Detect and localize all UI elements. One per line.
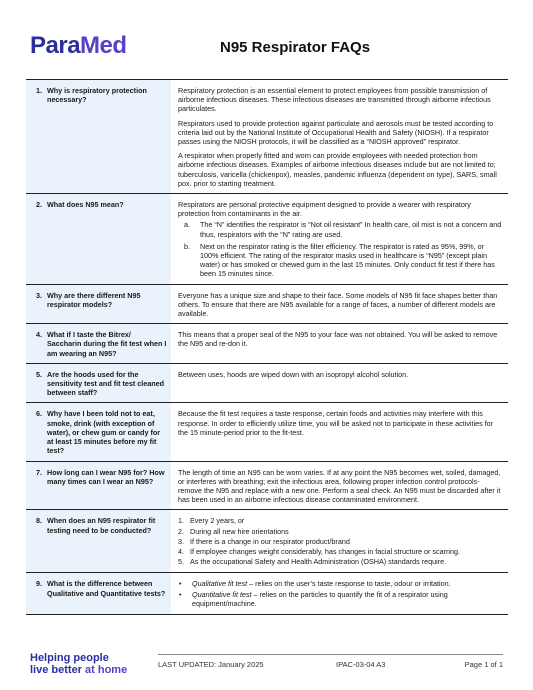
list-number: 2. [178, 526, 184, 536]
page-number: Page 1 of 1 [464, 660, 503, 669]
faq-row [26, 510, 508, 573]
answer-paragraph: The length of time an N95 can be worn varies. If at any point the N95 becomes wet, soiled, damaged, or interferes with breathing; exit the infectious area, following proper infection control protocols- remove the N95 and replace with a new one. Perform a seal check. An N95 must be discarded after it has been used in an airborne infectious disease contaminated environment. [178, 467, 501, 505]
list-item-text: As the occupational Safety and Health Administration (OSHA) standards require. [190, 557, 447, 567]
sub-item-label: a. [184, 220, 190, 230]
faq-question-cell [26, 363, 171, 403]
faq-answer-cell [171, 573, 508, 615]
answer-paragraph: This means that a proper seal of the N95 to your face was not obtained. You will be asked to remove the N95 and re-don it. [178, 330, 498, 349]
faq-question: When does an N95 respirator fit testing need to be conducted? [47, 516, 156, 535]
faq-question: Are the hoods used for the sensitivity test and fit test cleaned between staff? [47, 369, 165, 398]
faq-row [26, 80, 508, 194]
faq-number: 8. [36, 516, 42, 526]
faq-row [26, 403, 508, 461]
faq-question-cell [26, 284, 171, 324]
faq-question: Why have I been told not to eat, smoke, drink (with exception of water), or chew gum or candy for at least 15 minutes before my fit test? [47, 409, 161, 456]
faq-number: 5. [36, 369, 42, 379]
answer-paragraph: Respirators are personal protective equipment designed to provide a wearer with respiratory protection from contaminants in the air. [178, 200, 471, 219]
faq-row [26, 194, 508, 285]
page-footer [30, 652, 503, 682]
list-item [178, 547, 504, 556]
page-header [30, 30, 503, 70]
faq-number: 2. [36, 200, 42, 210]
answer-paragraph: Between uses, hoods are wiped down with an isopropyl alcohol solution. [178, 369, 409, 379]
footer-divider [158, 654, 503, 655]
bullet-icon: • [179, 579, 182, 589]
faq-row [26, 284, 508, 324]
list-item [178, 516, 504, 525]
faq-question: Why is respiratory protection necessary? [47, 86, 147, 105]
faq-number: 9. [36, 579, 42, 589]
tagline-line-2 [30, 664, 127, 676]
faq-question: Why are there different N95 respirator models? [47, 290, 141, 309]
faq-table [26, 79, 508, 615]
logo-text-med: Med [80, 32, 127, 59]
answer-paragraph: Because the fit test requires a taste response, certain foods and activities may interfere with this response. In order to efficiently utilize time, you will be asked not to participate in these activities for the 15 minute-period prior to the fit-test. [178, 409, 494, 437]
tagline-line-1: Helping people [30, 652, 109, 664]
bullet-text: – relies on the user’s taste response to taste, odour or irritation. [247, 579, 451, 589]
bullet-list [178, 579, 504, 608]
list-item [178, 527, 504, 536]
list-item-text: During all new hire orientations [190, 526, 289, 536]
list-item-text: Every 2 years, or [190, 516, 245, 526]
faq-answer-cell [171, 324, 508, 364]
faq-question-cell [26, 403, 171, 461]
list-item [178, 557, 504, 566]
faq-question-cell [26, 324, 171, 364]
faq-number: 6. [36, 409, 42, 419]
tagline-text: live better [30, 664, 82, 676]
faq-question: What if I taste the Bitrex/ Saccharin during the fit test when I am wearing an N95? [47, 330, 167, 358]
footer-tagline [30, 652, 127, 676]
faq-answer-cell [171, 403, 508, 461]
faq-answer-cell [171, 461, 508, 510]
answer-sub-item [184, 242, 504, 279]
logo-text-para: Para [30, 32, 81, 59]
faq-number: 7. [36, 467, 42, 477]
last-updated: LAST UPDATED: January 2025 [158, 660, 264, 669]
list-item-text: If employee changes weight considerably, has changes in facial structure or scarring. [190, 546, 460, 556]
faq-number: 3. [36, 290, 42, 300]
list-number: 5. [178, 557, 184, 567]
bullet-term: Qualitative fit test [192, 579, 248, 589]
paramed-logo [30, 32, 127, 60]
bullet-term: Quantitative fit test [192, 589, 252, 599]
faq-answer-cell [171, 80, 508, 194]
faq-question: How long can I wear N95 for? How many times can I wear an N95? [47, 467, 165, 486]
faq-row [26, 461, 508, 510]
faq-question-cell [26, 461, 171, 510]
faq-row [26, 573, 508, 615]
document-code: IPAC-03-04 A3 [336, 660, 386, 669]
list-item [178, 537, 504, 546]
faq-number: 1. [36, 86, 42, 95]
document-title: N95 Respirator FAQs [220, 39, 371, 56]
faq-answer-cell [171, 510, 508, 573]
sub-item-text: The “N” identifies the respirator is “Not oil resistant” In health care, oil mist is not a concern and thus, respirators with the “N” rating are used. [200, 220, 502, 239]
faq-question-cell [26, 510, 171, 573]
faq-answer-cell [171, 363, 508, 403]
answer-sub-item [184, 220, 504, 238]
faq-row [26, 363, 508, 403]
faq-question: What does N95 mean? [47, 200, 124, 210]
faq-question: What is the difference between Qualitative and Quantitative tests? [47, 579, 166, 598]
list-item-text: If there is a change in our respirator product/brand [190, 536, 350, 546]
answer-paragraph: Respirators used to provide protection against particulate and aerosols must be tested according to criteria laid out by the National Institute of Occupational Health and Safety (NIOSH). If a respirator passes using the NIOSH protocols, it will be classified as a “NIOSH approved” respirator. [178, 118, 494, 147]
tagline-accent-text: at home [81, 664, 128, 676]
answer-paragraph: Respiratory protection is an essential element to protect employees from possible transmission of airborne infectious diseases. These infectious diseases are transmitted through airborne infectious particulates. [178, 86, 491, 114]
faq-number: 4. [36, 330, 42, 340]
list-number: 1. [178, 516, 184, 526]
answer-paragraph: A respirator when properly fitted and worn can provide employees with needed protection from airborne infectious diseases. Examples of airborne infectious diseases include but are not limited to; tuberculosis, varicella (chickenpox), measles, pandemic influenza (dependent on type), SARS, small pox. prior to starting treatment. [178, 151, 497, 188]
faq-answer-cell [171, 194, 508, 285]
sub-item-label: b. [184, 241, 190, 251]
list-number: 3. [178, 536, 184, 546]
sub-item-text: Next on the respirator rating is the filter efficiency. The respirator is rated as 95%, 99%, or 100% efficient. The rating of the respirator masks used in healthcare is “N95” (except plain water) or has smoked or chewed gum in the last 15 minutes. Only conduct fit test if there has been 15 minutes since. [200, 241, 495, 279]
bullet-icon: • [179, 589, 182, 599]
answer-paragraph: Everyone has a unique size and shape to their face. Some models of N95 fit face shapes better than others. To ensure that there are N95 available for a range of faces, a number of different models are available. [178, 290, 498, 319]
numbered-list [178, 516, 504, 566]
faq-question-cell [26, 80, 171, 194]
faq-answer-cell [171, 284, 508, 324]
bullet-text: – relies on the particles to quantify the fit of a respirator using equipment/machine. [192, 589, 448, 608]
faq-row [26, 324, 508, 364]
list-number: 4. [178, 546, 184, 556]
list-item [178, 579, 504, 588]
faq-question-cell [26, 573, 171, 615]
list-item [178, 590, 504, 608]
faq-question-cell [26, 194, 171, 285]
